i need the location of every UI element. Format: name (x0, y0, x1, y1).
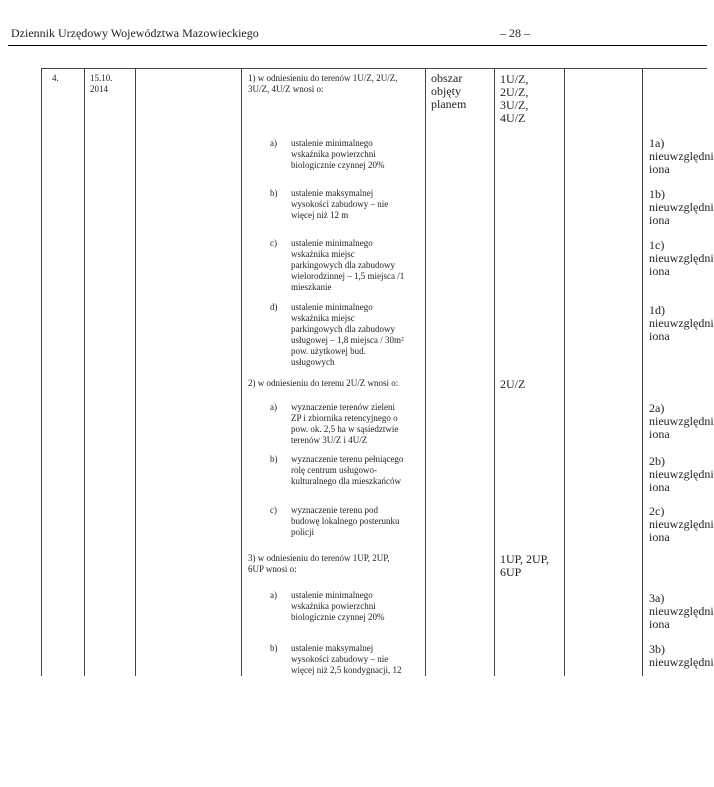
column-divider (135, 68, 136, 676)
item-text: ustalenie minimalnego wskaźnika powierzchni biologicznie czynnej 20% (291, 138, 385, 170)
header-rule (8, 45, 707, 46)
item-result: 2c) nieuwzględni iona (649, 504, 714, 544)
item-result: 1d) nieuwzględni iona (649, 303, 714, 343)
column-divider (564, 68, 565, 676)
item-result: 1b) nieuwzględni iona (649, 187, 714, 227)
table-top-border (41, 68, 707, 69)
item-result: 1a) nieuwzględni iona (649, 136, 714, 176)
column-divider (84, 68, 85, 676)
item-label: a) (270, 138, 277, 148)
item-text: ustalenie minimalnego wskaźnika miejsc parkingowych dla zabudowy usługowej – 1,8 miejsca / 30m² pow. użytkowej bud. usługowych (291, 302, 404, 367)
item-label: c) (270, 238, 277, 248)
item-label: b) (270, 454, 278, 464)
item-text: wyznaczenie terenu pod budowę lokalnego posterunku policji (291, 505, 400, 537)
item-result: 1c) nieuwzględni iona (649, 238, 714, 278)
section-areas: 1UP, 2UP, 6UP (500, 552, 550, 579)
item-label: a) (270, 402, 277, 412)
section-areas: 2U/Z (500, 377, 526, 391)
table-border-left (41, 68, 42, 676)
column-divider (241, 68, 242, 676)
item-label: d) (270, 302, 278, 312)
item-result: 2a) nieuwzględni iona (649, 401, 714, 441)
item-text: ustalenie minimalnego wskaźnika powierzchni biologicznie czynnej 20% (291, 590, 385, 622)
section-areas: 1U/Z, 2U/Z, 3U/Z, 4U/Z (500, 72, 529, 125)
area-description: obszar objęty planem (431, 71, 467, 111)
item-text: ustalenie minimalnego wskaźnika miejsc parkingowych dla zabudowy wielorodzinnej – 1,5 miejsca /1 mieszkanie (291, 238, 405, 292)
item-text: ustalenie maksymalnej wysokości zabudowy – nie więcej niż 12 m (291, 188, 389, 220)
item-label: b) (270, 188, 278, 198)
section-heading: 3) w odniesieniu do terenów 1UP, 2UP, 6UP wnosi o: (248, 553, 390, 574)
item-result: 2b) nieuwzględni iona (649, 454, 714, 494)
item-result: 3b) nieuwzględni (649, 642, 714, 669)
submission-date: 15.10. 2014 (90, 73, 113, 94)
item-label: b) (270, 643, 278, 653)
section-heading: 1) w odniesieniu do terenów 1U/Z, 2U/Z, 3U/Z, 4U/Z wnosi o: (248, 73, 398, 94)
item-result: 3a) nieuwzględni iona (649, 591, 714, 631)
column-divider (494, 68, 495, 676)
item-label: c) (270, 505, 277, 515)
item-text: wyznaczenie terenów zieleni ZP i zbiornika retencyjnego o pow. ok. 2,5 ha w sąsiedztwie terenów 3U/Z i 4U/Z (291, 402, 399, 445)
item-text: ustalenie maksymalnej wysokości zabudowy – nie więcej niż 2,5 kondygnacji, 12 (291, 643, 402, 675)
journal-title: Dziennik Urzędowy Województwa Mazowieckiego (11, 26, 259, 40)
column-divider (642, 68, 643, 676)
item-text: wyznaczenie terenu pełniącego rolę centrum usługowo- kulturalnego dla mieszkańców (291, 454, 404, 486)
row-number: 4. (52, 73, 59, 83)
section-heading: 2) w odniesieniu do terenu 2U/Z wnosi o: (248, 378, 399, 388)
page-number: – 28 – (500, 26, 530, 40)
item-label: a) (270, 590, 277, 600)
